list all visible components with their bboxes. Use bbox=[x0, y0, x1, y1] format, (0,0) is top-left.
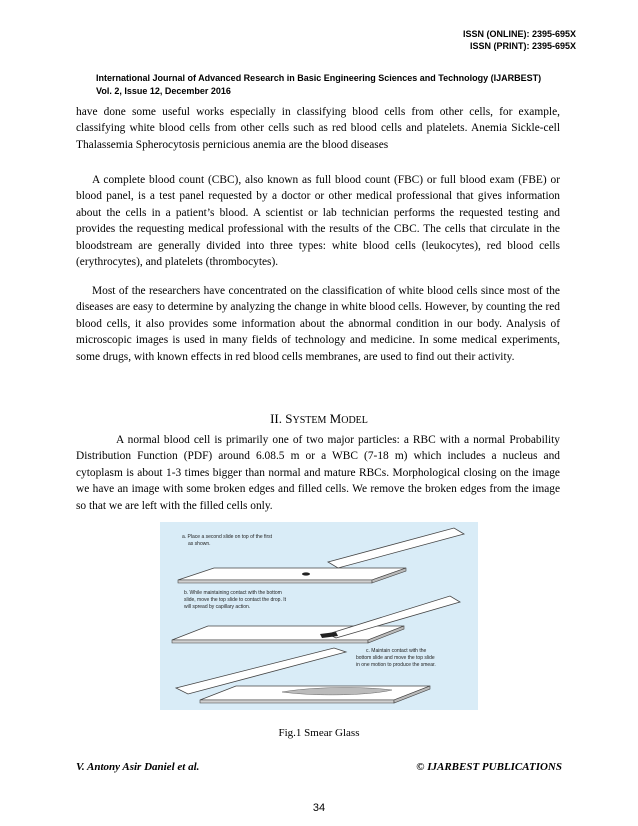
section-number: II. bbox=[270, 411, 283, 426]
slide-c-bottom-edge bbox=[200, 700, 394, 703]
smear-glass-figure bbox=[160, 522, 478, 710]
blood-drop-a bbox=[302, 572, 310, 575]
page-number: 34 bbox=[312, 802, 326, 814]
issn-print: ISSN (PRINT): 2395-695X bbox=[469, 41, 576, 51]
issn-online: ISSN (ONLINE): 2395-695X bbox=[462, 29, 576, 39]
section-title-rest-2: ODEL bbox=[341, 415, 368, 426]
step-c-text-3: in one motion to produce the smear. bbox=[356, 662, 436, 668]
journal-volume: Vol. 2, Issue 12, December 2016 bbox=[96, 86, 231, 96]
section-title-letter-2: M bbox=[329, 411, 342, 426]
step-a-text-2: as shown. bbox=[188, 541, 211, 547]
slide-b-bottom-edge bbox=[172, 640, 368, 643]
journal-header bbox=[96, 72, 576, 98]
slide-a-top bbox=[328, 528, 464, 568]
footer-publisher: © IJARBEST PUBLICATIONS bbox=[416, 761, 562, 773]
step-c-text-2: bottom slide and move the top slide bbox=[356, 655, 435, 661]
step-b-text-1: b. While maintaining contact with the bottom bbox=[184, 590, 282, 596]
paragraph-4: A normal blood cell is primarily one of two major particles: a RBC with a normal Probability Distribution Function (PDF) around 6.08.5 m or a WBC (7-18 m) which includes a nucleus and cytoplasm is about 1-3 times bigger than normal and mature RBCs. Morphological closing on the image we have an image with some broken edges and filled cells. We remove the broken edges from the image so that we are left with the filled cells only. bbox=[76, 434, 560, 512]
step-b-text-3: will spread by capillary action. bbox=[184, 604, 251, 610]
paragraph-2: A complete blood count (CBC), also known as full blood count (FBC) or full blood exam (FBE) or blood panel, is a test panel requested by a doctor or other medical professional that gives information about the cells in a patient’s blood. A scientist or lab technician performs the requested testing and provides the requesting medical professional with the results of the CBC. The cells that circulate in the bloodstream are generally divided into three types: white blood cells (leukocytes), red blood cells (erythrocytes), and platelets (thrombocytes). bbox=[76, 174, 560, 269]
smear-diagram bbox=[160, 522, 478, 710]
paragraph-3: Most of the researchers have concentrated on the classification of white blood cells since most of the diseases are easy to determine by analyzing the change in white blood cells. However, by counting the red blood cells, it also provides some information about the abnormal condition in our body. Analysis of microscopic images is used in many fields of technology and medicine. In some medical experiments, some drugs, with known effects in red blood cells membranes, are used to find out their activity. bbox=[76, 285, 560, 363]
section-heading bbox=[0, 411, 638, 427]
issn-block bbox=[463, 28, 576, 52]
section-title-rest-1: YSTEM bbox=[292, 415, 327, 426]
step-a-text-1: a. Place a second slide on top of the first bbox=[182, 534, 273, 540]
journal-title: International Journal of Advanced Research in Basic Engineering Sciences and Technology (IJARBEST) bbox=[96, 73, 542, 83]
step-c-text-1: c. Maintain contact with the bbox=[366, 648, 427, 654]
step-b-text-2: slide, move the top slide to contact the drop. It bbox=[184, 597, 287, 603]
slide-a-bottom bbox=[178, 568, 406, 580]
footer-authors: V. Antony Asir Daniel et al. bbox=[76, 761, 200, 773]
section-title-letter-1: S bbox=[285, 411, 293, 426]
slide-a-bottom-edge bbox=[178, 580, 372, 583]
paragraph-1: have done some useful works especially in classifying blood cells from other cells, for example, classifying white blood cells from other cells such as red blood cells and platelets. Anemia Sickle-cell Thalassemia Spherocytosis pernicious anemia are the blood diseases bbox=[76, 106, 560, 151]
figure-caption: Fig.1 Smear Glass bbox=[278, 727, 360, 739]
